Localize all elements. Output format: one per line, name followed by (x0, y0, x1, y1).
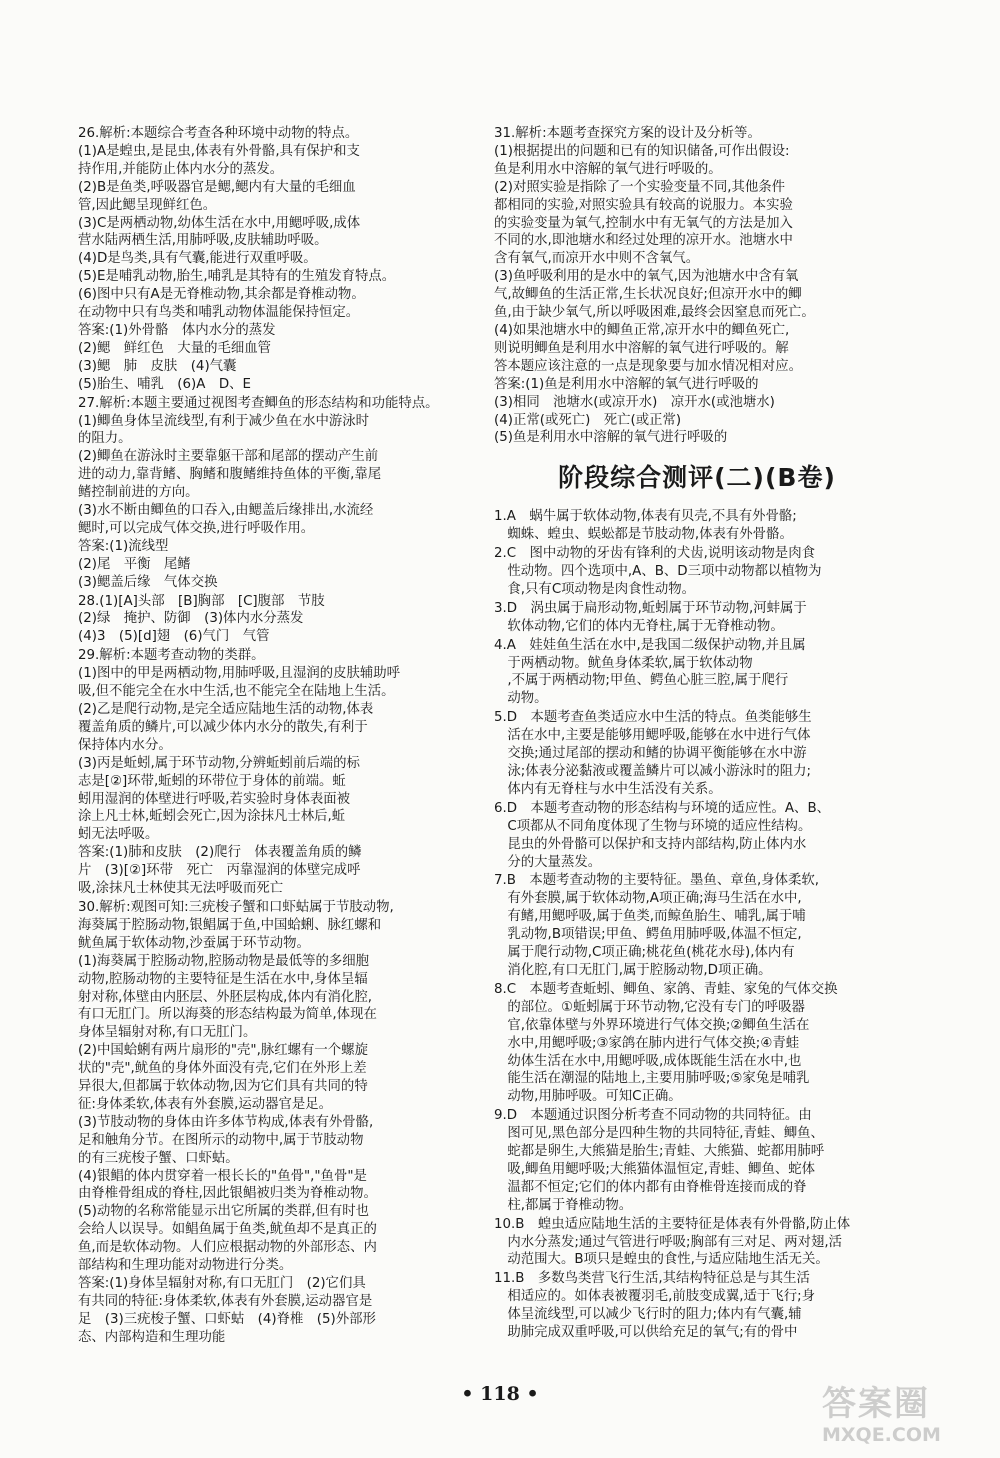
text-line: 蛇都是卵生,大熊猫是胎生;青蛙、大熊猫、蛇都用肺呼 (494, 1144, 825, 1160)
text-line: 体呈流线型,可以减少飞行时的阻力;体内有气囊,辅 (494, 1307, 802, 1323)
answer-item (494, 125, 900, 447)
text-line: 蚓用湿润的体壁进行呼吸,若实验时身体表面被 (78, 791, 351, 807)
answer-item (494, 508, 900, 544)
watermark-top: 答案圈 (822, 1384, 930, 1424)
text-line: 答案:(1)肺和皮肤 (2)爬行 体表覆盖角质的鳞 (78, 845, 362, 861)
text-line: 征:身体柔软,体表有外套膜,运动器官是足。 (78, 1096, 333, 1112)
left-column (78, 125, 486, 1348)
text-line: 分的大量蒸发。 (494, 854, 602, 870)
text-line: 1.A 蜗牛属于软体动物,体表有贝壳,不具有外骨骼; (494, 509, 797, 525)
text-line: (1)图中的甲是两栖动物,用肺呼吸,且湿润的皮肤辅助呼 (78, 666, 401, 682)
text-line: (5)E是哺乳动物,胎生,哺乳是其特有的生殖发育特点。 (78, 269, 396, 285)
text-line: 动物。 (494, 691, 548, 707)
text-line: 温都不恒定;它们的体内都有由脊椎骨连接而成的脊 (494, 1179, 807, 1195)
answer-item (78, 395, 486, 592)
text-line: 答本题应该注意的一点是现象要与加水情况相对应。 (494, 358, 802, 374)
text-line: (5)胎生、哺乳 (6)A D、E (78, 376, 251, 392)
text-line: (4)3 (5)[d]翅 (6)气门 气管 (78, 629, 270, 645)
text-line: 图可见,黑色部分是四种生物的共同特征,青蛙、鲫鱼、 (494, 1126, 824, 1142)
text-line: 乳动物,B项错误;甲鱼、鳄鱼用肺呼吸,体温不恒定, (494, 927, 802, 943)
text-line: 持作用,并能防止体内水分的蒸发。 (78, 161, 284, 177)
text-line: 有口无肛门。所以海葵的形态结构最为简单,体现在 (78, 1007, 377, 1023)
text-line: 软体动物,它们的体内无脊柱,属于无脊椎动物。 (494, 618, 784, 634)
text-line: (3)鳃盖后缘 气体交换 (78, 574, 218, 590)
answer-item (494, 1107, 900, 1214)
text-line: (3)鳃 肺 皮肤 (4)气囊 (78, 358, 237, 374)
text-line: 蜘蛛、蝗虫、蜈蚣都是节肢动物,体表有外骨骼。 (494, 527, 793, 543)
text-line: 足和触角分节。在图所示的动物中,属于节肢动物 (78, 1132, 364, 1148)
text-line: (5)动物的名称常能显示出它所属的类群,但有时也 (78, 1204, 370, 1220)
text-line: 动范围大。B项只是蝗虫的食性,与适应陆地生活无关。 (494, 1252, 829, 1268)
text-line: (2)对照实验是指除了一个实验变量不同,其他条件 (494, 179, 786, 195)
text-line: 有共同的特征:身体柔软,体表有外套膜,运动器官是 (78, 1293, 373, 1309)
answer-item (494, 637, 900, 709)
watermark-bottom: MXQE.COM (822, 1424, 941, 1446)
text-line: (2)鳃 鲜红色 大量的毛细血管 (78, 340, 272, 356)
right-column-bottom (494, 508, 900, 1342)
text-line: 28.(1)[A]头部 [B]胸部 [C]腹部 节肢 (78, 593, 325, 609)
text-line: 答案:(1)外骨骼 体内水分的蒸发 (78, 322, 276, 338)
text-line: (1)海葵属于腔肠动物,腔肠动物是最低等的多细胞 (78, 953, 370, 969)
text-line: (3)相同 池塘水(或凉开水) 凉开水(或池塘水) (494, 394, 775, 410)
text-line: 的阻力。 (78, 431, 132, 447)
text-line: 鱼,由于缺少氧气,所以呼吸困难,最终会因窒息而死亡。 (494, 305, 815, 321)
text-line: 体内有无脊柱与水中生活没有关系。 (494, 781, 722, 797)
text-line: 营水陆两栖生活,用肺呼吸,皮肤辅助呼吸。 (78, 233, 328, 249)
text-line: 动物,腔肠动物的主要特征是生活在水中,身体呈辐 (78, 971, 368, 987)
text-line: 10.B 蝗虫适应陆地生活的主要特征是体表有外骨骼,防止体 (494, 1216, 851, 1232)
text-line: 幼体生活在水中,用鳃呼吸,成体既能生活在水中,也 (494, 1053, 802, 1069)
text-line: (1)鲫鱼身体呈流线型,有利于减少鱼在水中游泳时 (78, 413, 370, 429)
text-line: 会给人以误导。如鲳鱼属于鱼类,鱿鱼却不是真正的 (78, 1222, 377, 1238)
text-line: 答案:(1)鱼是利用水中溶解的氧气进行呼吸的 (494, 376, 759, 392)
text-line: 官,依靠体壁与外界环境进行气体交换;②鲫鱼生活在 (494, 1017, 810, 1033)
text-line: (4)银鲳的体内贯穿着一根长长的"鱼骨","鱼骨"是 (78, 1168, 367, 1184)
text-line: (2)尾 平衡 尾鳍 (78, 556, 191, 572)
answer-item (494, 800, 900, 872)
text-line: 消化腔,有口无肛门,属于腔肠动物,D项正确。 (494, 962, 772, 978)
text-line: 鱿鱼属于软体动物,沙蚕属于环节动物。 (78, 935, 310, 951)
text-line: 内水分蒸发;通过气管进行呼吸;胸部有三对足、两对翅,活 (494, 1234, 843, 1250)
text-line: (3)节肢动物的身体由许多体节构成,体表有外骨骼, (78, 1114, 374, 1130)
text-line: 进的动力,靠背鳍、胸鳍和腹鳍维持鱼体的平衡,靠尾 (78, 467, 382, 483)
text-line: (4)D是鸟类,具有气囊,能进行双重呼吸。 (78, 251, 317, 267)
text-line: 的有三疣梭子蟹、口虾蛄。 (78, 1150, 239, 1166)
text-line: 31.解析:本题考查探究方案的设计及分析等。 (494, 126, 761, 141)
text-line: 鳍控制前进的方向。 (78, 485, 199, 501)
text-line: 4.A 娃娃鱼生活在水中,是我国二级保护动物,并且属 (494, 637, 806, 653)
text-line: (3)C是两栖动物,幼体生活在水中,用鳃呼吸,成体 (78, 215, 361, 231)
text-line: (1)A是蝗虫,是昆虫,体表有外骨骼,具有保护和支 (78, 143, 360, 159)
text-line: 吸,但不能完全在水中生活,也不能完全在陆地上生活。 (78, 684, 395, 700)
text-line: 状的"壳",鱿鱼的身体外面没有壳,它们在外形上差 (78, 1061, 367, 1077)
text-line: 有鳍,用鳃呼吸,属于鱼类,而鲸鱼胎生、哺乳,属于哺 (494, 909, 806, 925)
text-line: 8.C 本题考查蚯蚓、鲫鱼、家鸽、青蛙、家兔的气体交换 (494, 981, 838, 997)
text-line: 能生活在潮湿的陆地上,主要用肺呼吸;⑤家兔是哺乳 (494, 1071, 810, 1087)
text-line: 不同的水,即池塘水和经过处理的凉开水。池塘水中 (494, 233, 793, 249)
text-line: 9.D 本题通过识图分析考查不同动物的共同特征。由 (494, 1108, 812, 1124)
text-line: 吸,鲫鱼用鳃呼吸;大熊猫体温恒定,青蛙、鲫鱼、蛇体 (494, 1161, 816, 1177)
text-line: 11.B 多数鸟类营飞行生活,其结构特征总是与其生活 (494, 1271, 810, 1287)
text-line: 27.解析:本题主要通过视图考查鲫鱼的形态结构和功能特点。 (78, 395, 439, 411)
answer-item (494, 1270, 900, 1342)
answer-item (494, 709, 900, 799)
text-line: C项都从不同角度体现了生物与环境的适应性结构。 (494, 818, 812, 834)
text-line: 的部位。①蚯蚓属于环节动物,它没有专门的呼吸器 (494, 999, 805, 1015)
text-line: 于两栖动物。鱿鱼身体柔软,属于软体动物 (494, 655, 753, 671)
text-line: 保持体内水分。 (78, 737, 172, 753)
right-column-top (494, 125, 900, 447)
text-line: 2.C 图中动物的牙齿有锋利的犬齿,说明该动物是肉食 (494, 546, 815, 562)
text-line: 5.D 本题考查鱼类适应水中生活的特点。鱼类能够生 (494, 710, 812, 726)
text-line: 性动物。四个选项中,A、B、D三项中动物都以植物为 (494, 564, 822, 580)
text-line: 海葵属于腔肠动物,银鲳属于鱼,中国蛤蜊、脉红螺和 (78, 917, 382, 933)
text-line: 7.B 本题考查动物的主要特征。墨鱼、章鱼,身体柔软, (494, 873, 820, 889)
text-line: 覆盖角质的鳞片,可以减少体内水分的散失,有利于 (78, 719, 368, 735)
text-line: (6)图中只有A是无脊椎动物,其余都是脊椎动物。 (78, 287, 365, 303)
text-line: 有外套膜,属于软体动物,A项正确;海马生活在水中, (494, 891, 802, 907)
text-line: ,不属于两栖动物;甲鱼、鳄鱼心脏三腔,属于爬行 (494, 673, 789, 689)
text-line: 异很大,但都属于软体动物,因为它们具有共同的特 (78, 1079, 368, 1095)
answer-item (494, 545, 900, 599)
text-line: 鱼,而是软体动物。人们应根据动物的外部形态、内 (78, 1240, 377, 1256)
answer-item (78, 593, 486, 647)
text-line: 部结构和生理功能对动物进行分类。 (78, 1258, 293, 1274)
text-line: 30.解析:观图可知:三疣梭子蟹和口虾蛄属于节肢动物, (78, 899, 394, 915)
text-line: 泳;体表分泌黏液或覆盖鳞片可以减小游泳时的阻力; (494, 764, 812, 779)
text-line: (3)鱼呼吸利用的是水中的氧气,因为池塘水中含有氧 (494, 269, 799, 285)
text-line: (4)如果池塘水中的鲫鱼正常,凉开水中的鲫鱼死亡, (494, 322, 790, 338)
text-line: (2)中国蛤蜊有两片扇形的"壳",脉红螺有一个螺旋 (78, 1043, 368, 1059)
text-line: (2)鲫鱼在游泳时主要靠躯干部和尾部的摆动产生前 (78, 449, 379, 465)
text-line: 由脊椎骨组成的脊柱,因此银鲳被归类为脊椎动物。 (78, 1186, 377, 1202)
text-line: 答案:(1)身体呈辐射对称,有口无肛门 (2)它们具 (78, 1276, 366, 1291)
text-line: 答案:(1)流线型 (78, 538, 169, 554)
text-line: 射对称,体壁由内胚层、外胚层构成,体内有消化腔, (78, 989, 372, 1005)
text-line: (5)鱼是利用水中溶解的氧气进行呼吸的 (494, 430, 728, 446)
text-line: 身体呈辐射对称,有口无肛门。 (78, 1025, 257, 1041)
text-line: 足 (3)三疣梭子蟹、口虾蛄 (4)脊椎 (5)外部形 (78, 1311, 376, 1327)
answer-item (78, 899, 486, 1347)
answer-item (78, 647, 486, 898)
answer-item (494, 1216, 900, 1270)
text-line: (2)乙是爬行动物,是完全适应陆地生活的动物,体表 (78, 702, 374, 717)
text-line: 鱼是利用水中溶解的氧气进行呼吸的。 (494, 161, 722, 177)
text-line: 交换;通过尾部的摆动和鳍的协调平衡能够在水中游 (494, 746, 807, 762)
text-line: 的实验变量为氧气,控制水中有无氧气的方法是加入 (494, 215, 793, 231)
text-line: (3)水不断由鲫鱼的口吞入,由鳃盖后缘排出,水流经 (78, 503, 374, 519)
text-line: 吸,涂抹凡士林使其无法呼吸而死亡 (78, 881, 284, 897)
text-line: 气,故鲫鱼的生活正常,生长状况良好;但凉开水中的鲫 (494, 287, 802, 303)
answer-item (78, 125, 486, 394)
text-line: (3)丙是蚯蚓,属于环节动物,分辨蚯蚓前后端的标 (78, 755, 360, 771)
text-line: 相适应的。如体表被覆羽毛,前肢变成翼,适于飞行;身 (494, 1289, 816, 1305)
text-line: 在动物中只有鸟类和哺乳动物体温能保持恒定。 (78, 305, 360, 321)
text-line: 柱,都属于脊椎动物。 (494, 1197, 633, 1213)
answer-item (494, 981, 900, 1106)
text-line: (1)根据提出的问题和已有的知识储备,可作出假设: (494, 143, 790, 159)
text-line: 6.D 本题考查动物的形态结构与环境的适应性。A、B、 (494, 800, 831, 816)
watermark-logo (822, 1385, 998, 1455)
text-line: 涂上凡士林,蚯蚓会死亡,因为涂抹凡士林后,蚯 (78, 809, 346, 825)
text-line: 都相同的实验,对照实验具有较高的说服力。本实验 (494, 197, 793, 213)
text-line: 动物,用肺呼吸。可知C正确。 (494, 1089, 682, 1105)
text-line: 态、内部构造和生理功能 (78, 1329, 226, 1345)
answer-item (494, 872, 900, 979)
text-line: 助肺完成双重呼吸,可以供给充足的氧气;有的骨中 (494, 1325, 798, 1341)
text-line: 管,因此鳃呈现鲜红色。 (78, 197, 217, 213)
text-line: 志是[②]环带,蚯蚓的环带位于身体的前端。蚯 (78, 773, 346, 789)
text-line: (2)绿 掩护、防御 (3)体内水分蒸发 (78, 611, 304, 627)
text-line: 蚓无法呼吸。 (78, 827, 159, 843)
text-line: (2)B是鱼类,呼吸器官是鳃,鳃内有大量的毛细血 (78, 179, 356, 195)
page-number: • 118 • (461, 1383, 539, 1405)
section-title: 阶段综合测评(二)(B卷) (558, 463, 836, 493)
text-line: (4)正常(或死亡) 死亡(或正常) (494, 412, 682, 428)
text-line: 食,只有C项动物是肉食性动物。 (494, 581, 696, 597)
text-line: 则说明鲫鱼是利用水中溶解的氧气进行呼吸的。解 (494, 340, 789, 356)
text-line: 活在水中,主要是能够用鳃呼吸,能够在水中进行气体 (494, 728, 811, 744)
text-line: 属于爬行动物,C项正确;桃花鱼(桃花水母),体内有 (494, 945, 795, 961)
right-column (494, 125, 900, 1343)
text-line: 29.解析:本题考查动物的类群。 (78, 648, 265, 664)
text-line: 26.解析:本题综合考查各种环境中动物的特点。 (78, 126, 359, 141)
answer-item (494, 600, 900, 636)
text-line: 片 (3)[②]环带 死亡 丙靠湿润的体壁完成呼 (78, 863, 361, 879)
text-line: 3.D 涡虫属于扁形动物,蚯蚓属于环节动物,河蚌属于 (494, 600, 807, 616)
text-line: 昆虫的外骨骼可以保护和支持内部结构,防止体内水 (494, 836, 807, 852)
text-line: 含有氧气,而凉开水中则不含氧气。 (494, 251, 700, 267)
text-line: 水中,用鳃呼吸;③家鸽在肺内进行气体交换;④青蛙 (494, 1035, 800, 1051)
text-line: 鳃时,可以完成气体交换,进行呼吸作用。 (78, 520, 315, 536)
